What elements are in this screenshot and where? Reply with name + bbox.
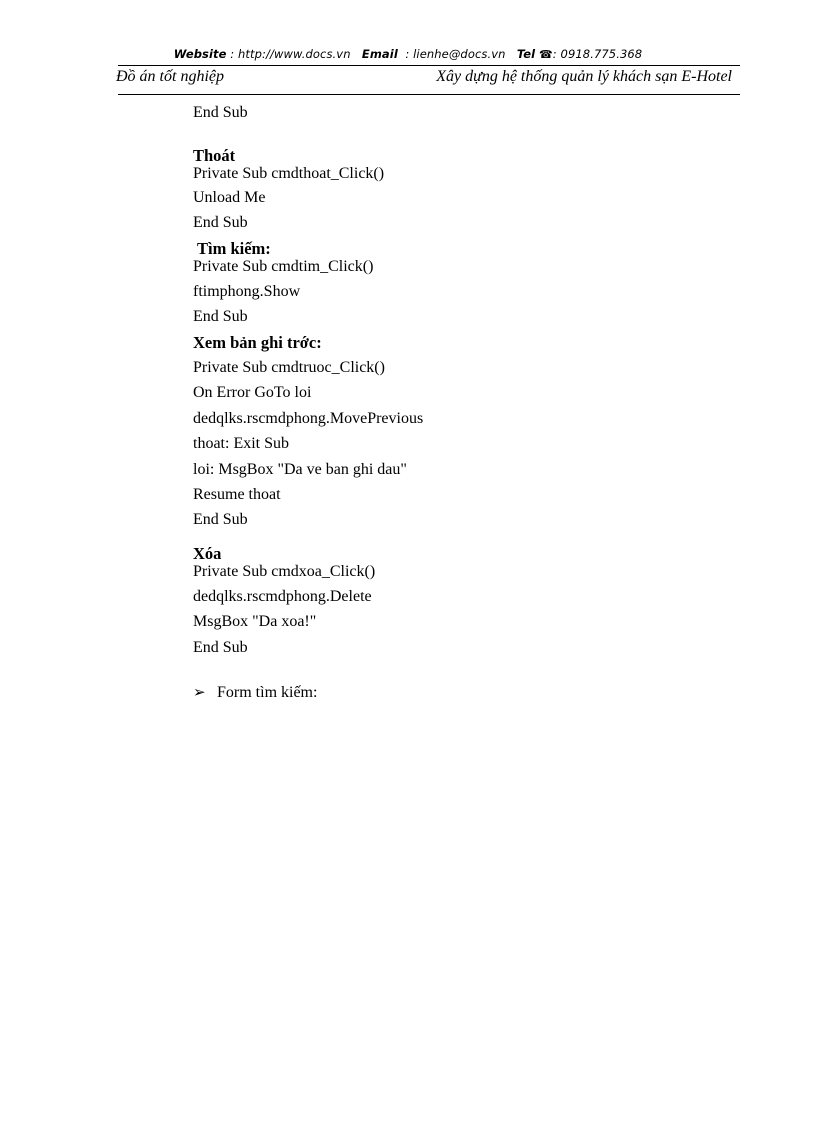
header-left-title: Đồ án tốt nghiệp [116, 68, 224, 85]
code-line: End Sub [193, 639, 248, 656]
tel-value: : 0918.775.368 [552, 47, 643, 61]
bullet-form-tim-kiem [193, 684, 317, 702]
code-line: End Sub [193, 308, 248, 325]
code-line: Private Sub cmdtruoc_Click() [193, 359, 385, 376]
bullet-text: Form tìm kiếm: [217, 684, 318, 701]
website-value: : http://www.docs.vn [230, 47, 351, 61]
header-right-title: Xây dựng hệ thống quản lý khách sạn E-Hotel [436, 68, 732, 85]
section-heading-thoat: Thoát [193, 146, 236, 165]
code-line: End Sub [193, 511, 248, 528]
section-heading-xoa: Xóa [193, 544, 222, 563]
code-line: loi: MsgBox "Da ve ban ghi dau" [193, 461, 407, 478]
section-heading-tim-kiem: Tìm kiếm: [197, 239, 271, 258]
tel-label: Tel [516, 47, 536, 61]
telephone-icon: ☎ [538, 48, 553, 61]
code-line: End Sub [193, 104, 248, 121]
arrow-bullet-icon: ➢ [193, 685, 206, 701]
code-line: dedqlks.rscmdphong.Delete [193, 588, 372, 605]
code-line: Private Sub cmdthoat_Click() [193, 165, 385, 182]
code-line: thoat: Exit Sub [193, 435, 289, 452]
section-heading-xem-ban-ghi-truoc: Xem bản ghi trớc: [193, 333, 322, 352]
contact-line [0, 47, 816, 61]
code-line: MsgBox "Da xoa!" [193, 613, 317, 630]
code-line: Unload Me [193, 189, 266, 206]
website-label: Website [173, 47, 227, 61]
code-line: On Error GoTo loi [193, 384, 312, 401]
code-line: ftimphong.Show [193, 283, 301, 300]
email-label: Email [361, 47, 398, 61]
header-top-rule [118, 65, 740, 66]
header-bottom-rule [118, 94, 740, 95]
code-line: dedqlks.rscmdphong.MovePrevious [193, 410, 424, 427]
code-line: End Sub [193, 214, 248, 231]
email-value: : lienhe@docs.vn [405, 47, 506, 61]
code-line: Resume thoat [193, 486, 281, 503]
code-line: Private Sub cmdxoa_Click() [193, 563, 376, 580]
code-line: Private Sub cmdtim_Click() [193, 258, 374, 275]
